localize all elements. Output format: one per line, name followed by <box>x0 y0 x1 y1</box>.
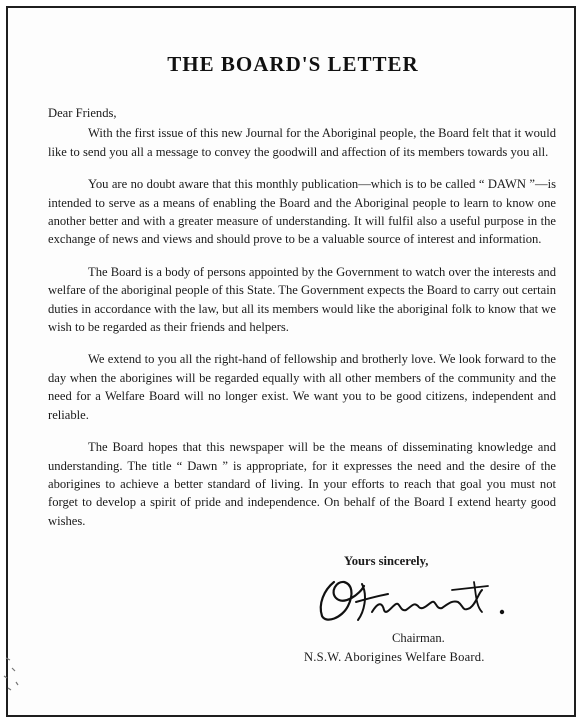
paragraph-4: We extend to you all the right-hand of fellowship and brotherly love. We look forward to the day when the aborigines will be regarded equally with all other members of the community and the need for a Welfare Board will no longer exist. We want you to be good citizens, independent and reliable. <box>48 352 556 422</box>
paragraph-2: You are no doubt aware that this monthly publication—which is to be called “ DAWN ”—is intended to serve as a means of enabling the Board and the Aboriginal people to learn to know one another better and with a greater measure of understanding. It will fulfil also a useful purpose in the exchange of news and views and should prove to be a valuable source of interest and information. <box>48 177 556 247</box>
paragraph-5: The Board hopes that this newspaper will be the means of disseminating knowledge and understanding. The title “ Dawn ” is appropriate, for it expresses the need and the desire of the aborigines to achieve a better standard of living. In your efforts to reach that goal you must not forget to develop a spirit of pride and independence. On behalf of the Board I extend hearty good wishes. <box>48 440 556 528</box>
page-title: THE BOARD'S LETTER <box>167 52 419 76</box>
scan-margin-marks <box>0 654 40 694</box>
paragraph-1: With the first issue of this new Journal for the Aboriginal people, the Board felt that it would like to send you all a message to convey the goodwill and affection of its members towards you all. <box>48 126 556 159</box>
salutation: Dear Friends, <box>48 106 117 120</box>
signatory-organisation: N.S.W. Aborigines Welfare Board. <box>304 650 485 664</box>
closing-line: Yours sincerely, <box>344 554 429 568</box>
letter-body <box>48 104 556 544</box>
handwritten-signature <box>312 572 522 628</box>
paragraph-3: The Board is a body of persons appointed by the Government to watch over the interests and welfare of the aboriginal people of this State. The Government expects the Board to carry out certain duties in accordance with the law, but all its members would like the aboriginal folk to know that we wish to be regarded as their friends and helpers. <box>48 264 556 335</box>
signatory-title: Chairman. <box>392 631 445 645</box>
